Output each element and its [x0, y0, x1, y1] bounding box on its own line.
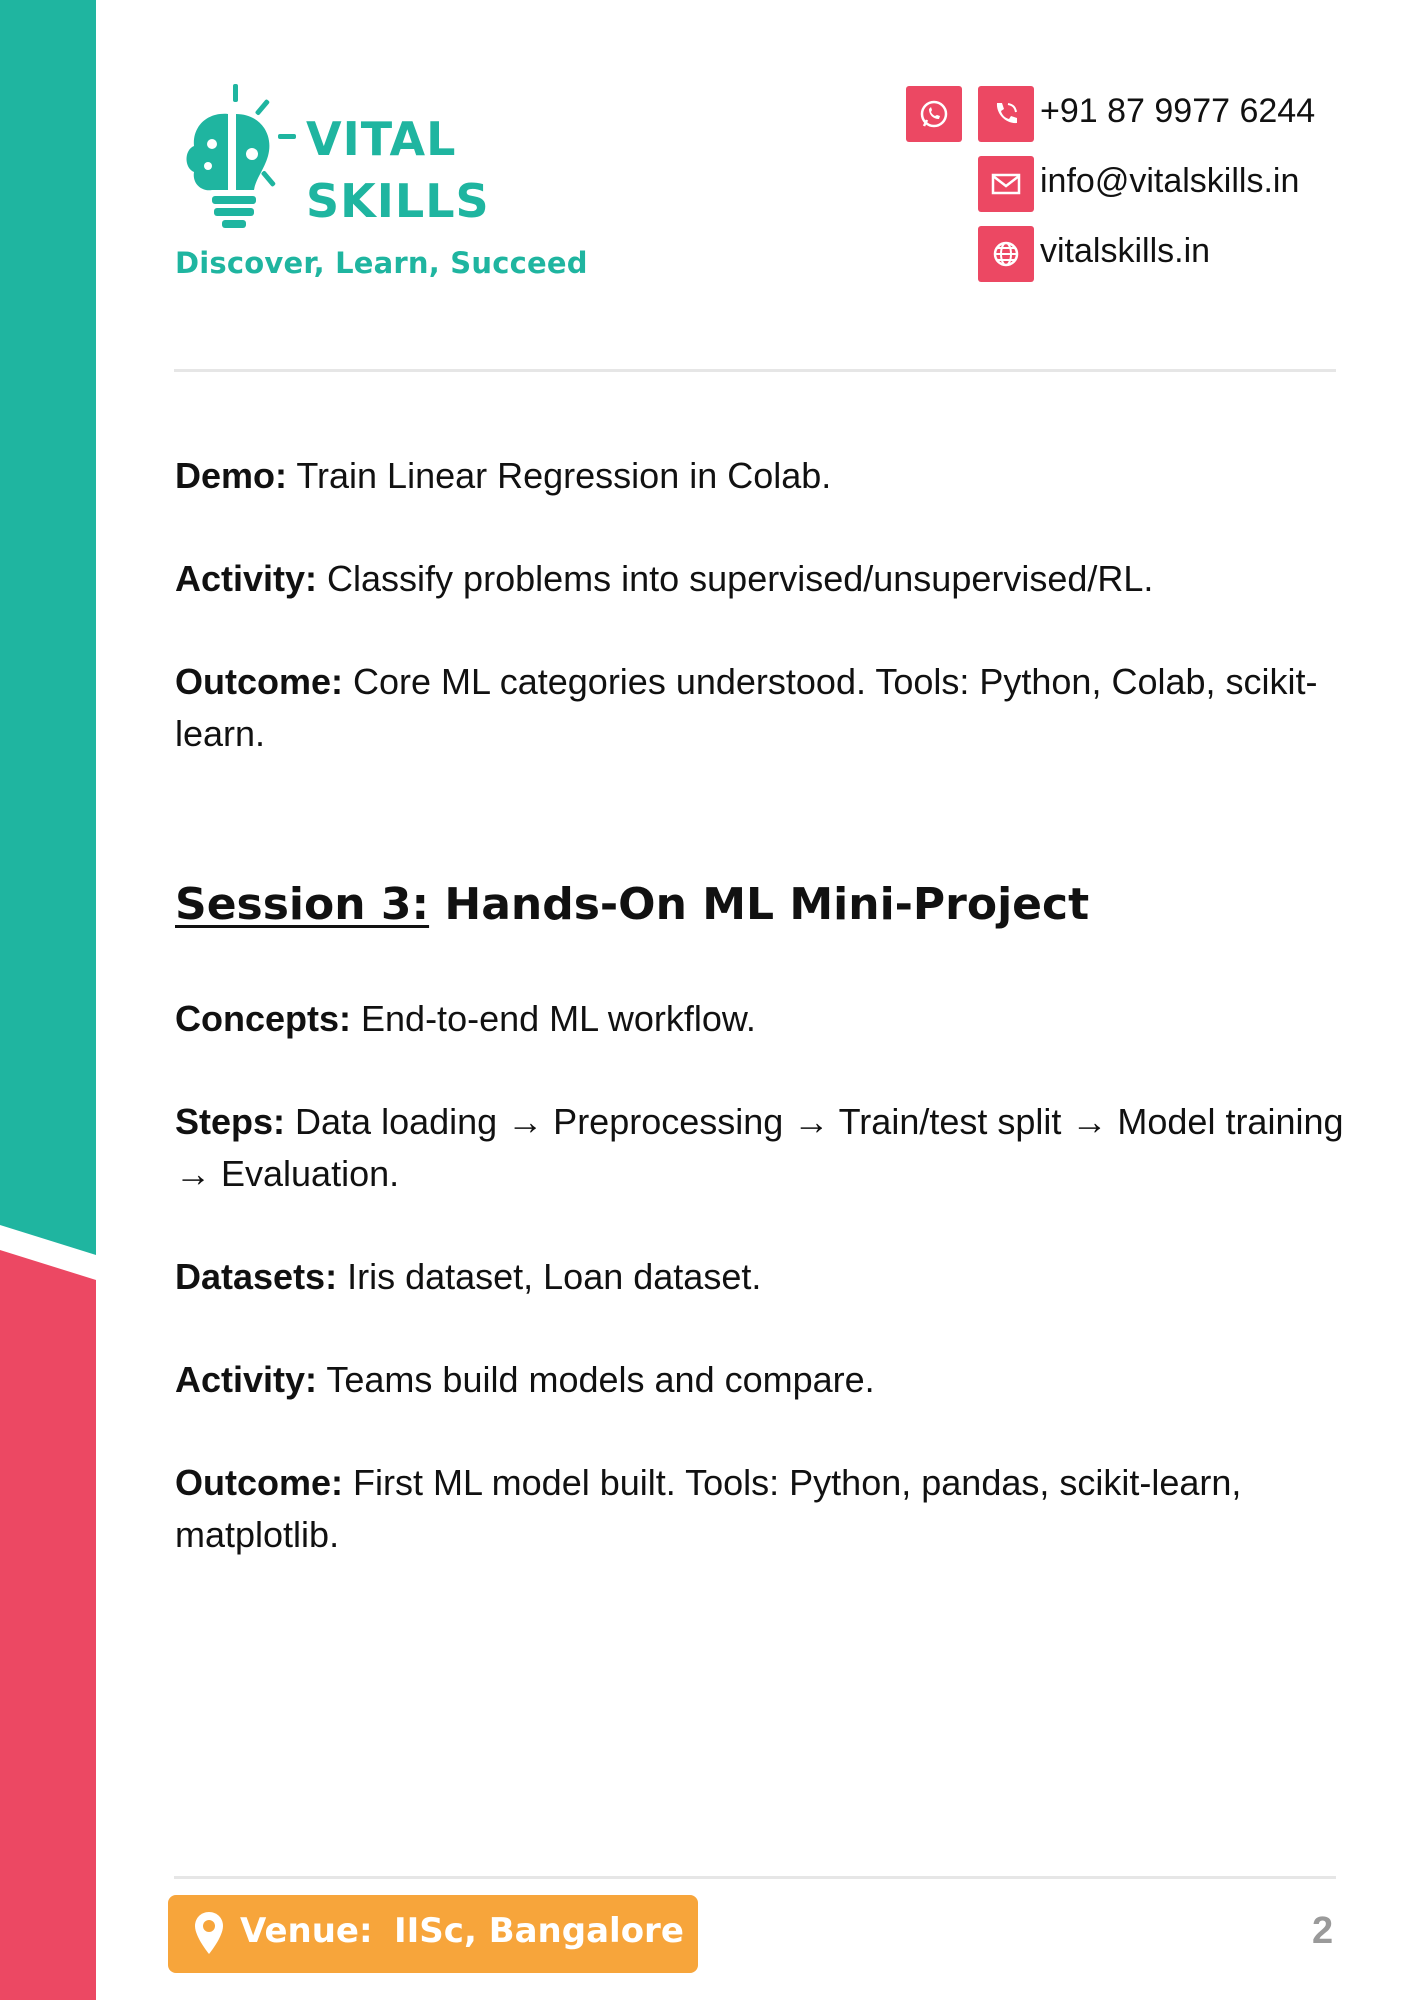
contact-website[interactable]: vitalskills.in: [1040, 232, 1211, 270]
outcome-label-2: Outcome:: [175, 1462, 344, 1503]
contact-phone[interactable]: +91 87 9977 6244: [1040, 92, 1316, 130]
steps-label: Steps:: [175, 1101, 286, 1142]
activity-label-2: Activity:: [175, 1359, 318, 1400]
brand-name-line1: VITAL: [306, 112, 457, 166]
session-number: Session 3:: [175, 879, 430, 930]
mail-icon[interactable]: [978, 156, 1034, 212]
session-title: Hands-On ML Mini-Project: [429, 879, 1090, 930]
footer-divider: [174, 1876, 1336, 1879]
page-number: 2: [1312, 1910, 1334, 1952]
contact-email-row: [894, 156, 1374, 226]
contact-phone-row: [894, 86, 1374, 156]
brand-tagline: Discover, Learn, Succeed: [175, 246, 588, 280]
outcome-label-1: Outcome:: [175, 661, 344, 702]
lightbulb-brain-icon: [178, 84, 298, 234]
activity-paragraph-2: [175, 1354, 1345, 1406]
concepts-label: Concepts:: [175, 998, 352, 1039]
outcome-text-2: First ML model built. Tools: Python, pandas, scikit-learn, matplotlib.: [175, 1462, 1242, 1555]
brand-logo: [168, 78, 628, 298]
venue-value: IISc, Bangalore: [394, 1911, 684, 1951]
steps-text: Data loading → Preprocessing → Train/test split → Model training → Evaluation.: [175, 1101, 1344, 1194]
concepts-text: End-to-end ML workflow.: [351, 998, 756, 1039]
contact-website-row: [894, 226, 1374, 296]
whatsapp-icon[interactable]: [906, 86, 962, 142]
datasets-paragraph: [175, 1251, 1345, 1303]
contact-block: [894, 86, 1374, 296]
concepts-paragraph: [175, 993, 1345, 1045]
steps-paragraph: [175, 1096, 1345, 1200]
session-heading: [175, 875, 1345, 935]
outcome-paragraph-2: [175, 1457, 1345, 1561]
datasets-label: Datasets:: [175, 1256, 338, 1297]
header-divider: [174, 369, 1336, 372]
contact-email[interactable]: info@vitalskills.in: [1040, 162, 1300, 200]
side-stripe: [0, 0, 96, 2000]
location-pin-icon: [194, 1911, 224, 1955]
venue-label: Venue:: [240, 1911, 373, 1951]
globe-icon[interactable]: [978, 226, 1034, 282]
activity-label-1: Activity:: [175, 558, 318, 599]
activity-paragraph-1: [175, 553, 1345, 605]
demo-label: Demo:: [175, 455, 288, 496]
demo-paragraph: [175, 450, 1345, 502]
brand-name-line2: SKILLS: [306, 174, 490, 228]
venue-badge: [168, 1895, 698, 1973]
outcome-paragraph-1: [175, 656, 1345, 760]
brand-name: [306, 108, 490, 232]
outcome-text-1: Core ML categories understood. Tools: Python, Colab, scikit-learn.: [175, 661, 1318, 754]
activity-text-2: Teams build models and compare.: [317, 1359, 875, 1400]
activity-text-1: Classify problems into supervised/unsupervised/RL.: [317, 558, 1154, 599]
phone-icon[interactable]: [978, 86, 1034, 142]
main-content: [175, 450, 1345, 1612]
datasets-text: Iris dataset, Loan dataset.: [337, 1256, 762, 1297]
demo-text: Train Linear Regression in Colab.: [287, 455, 832, 496]
